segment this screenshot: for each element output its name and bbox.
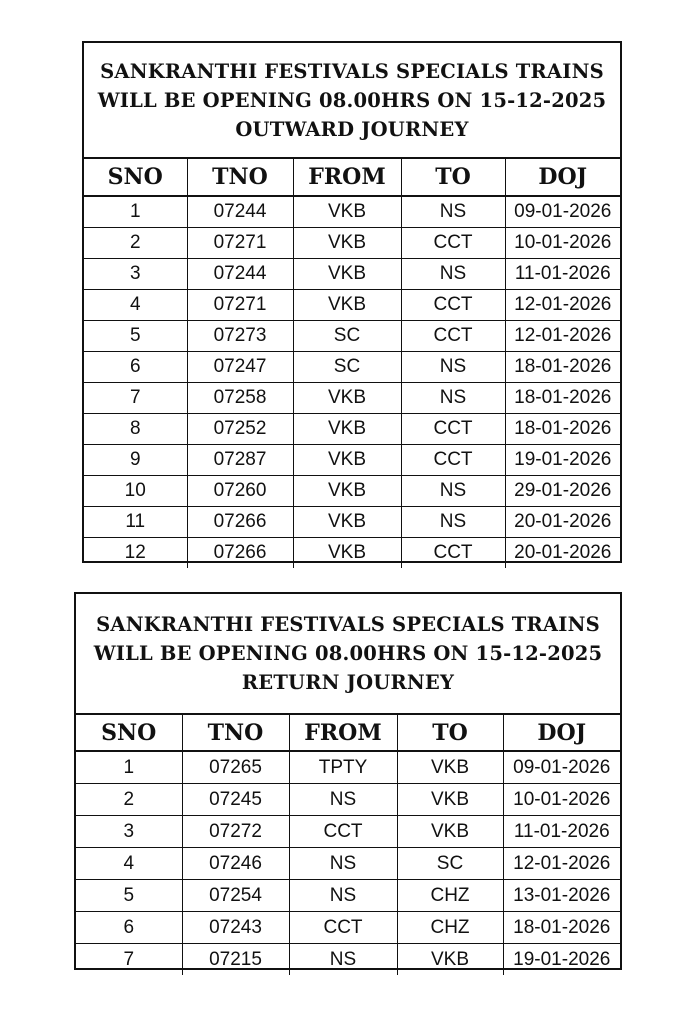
table-row	[84, 414, 620, 445]
sno-cell: 7	[84, 383, 187, 414]
sno-cell: 4	[84, 290, 187, 321]
to-cell: CCT	[401, 290, 505, 321]
outward-header-row	[84, 159, 620, 196]
to-cell: VKB	[397, 816, 503, 848]
tno-cell: 07244	[187, 259, 293, 290]
sno-cell: 2	[84, 228, 187, 259]
outward-journey-notice	[82, 41, 622, 563]
from-cell: NS	[289, 784, 397, 816]
table-row	[84, 196, 620, 228]
table-row	[76, 944, 620, 976]
doj-cell: 09-01-2026	[503, 751, 620, 784]
from-cell: VKB	[293, 383, 401, 414]
table-row	[84, 445, 620, 476]
sno-cell: 6	[84, 352, 187, 383]
tno-cell: 07245	[182, 784, 289, 816]
return-title-line-3: RETURN JOURNEY	[241, 671, 455, 694]
tno-cell: 07272	[182, 816, 289, 848]
doj-cell: 09-01-2026	[505, 196, 620, 228]
from-cell: VKB	[293, 228, 401, 259]
table-row	[84, 507, 620, 538]
from-cell: VKB	[293, 507, 401, 538]
from-cell: NS	[289, 848, 397, 880]
outward-title-line-1: SANKRANTHI FESTIVALS SPECIALS TRAINS	[100, 59, 604, 83]
to-cell: VKB	[397, 784, 503, 816]
sno-cell: 6	[76, 912, 182, 944]
from-cell: VKB	[293, 538, 401, 569]
sno-cell: 5	[76, 880, 182, 912]
return-header-row	[76, 715, 620, 751]
tno-cell: 07287	[187, 445, 293, 476]
from-cell: TPTY	[289, 751, 397, 784]
from-cell: SC	[293, 321, 401, 352]
outward-trains-table	[84, 159, 620, 568]
sno-cell: 5	[84, 321, 187, 352]
return-title-line-2: WILL BE OPENING 08.00HRS ON 15-12-2025	[93, 642, 603, 665]
table-row	[84, 476, 620, 507]
doj-cell: 18-01-2026	[505, 352, 620, 383]
to-cell: CCT	[401, 414, 505, 445]
column-header-from: FROM	[293, 159, 401, 196]
table-row	[84, 259, 620, 290]
sno-cell: 12	[84, 538, 187, 569]
to-cell: VKB	[397, 944, 503, 976]
return-table-body	[76, 751, 620, 975]
sno-cell: 11	[84, 507, 187, 538]
table-row	[76, 751, 620, 784]
sno-cell: 1	[84, 196, 187, 228]
sno-cell: 8	[84, 414, 187, 445]
sno-cell: 3	[84, 259, 187, 290]
table-row	[84, 352, 620, 383]
tno-cell: 07260	[187, 476, 293, 507]
to-cell: VKB	[397, 751, 503, 784]
return-journey-notice	[74, 592, 622, 970]
tno-cell: 07271	[187, 228, 293, 259]
sno-cell: 4	[76, 848, 182, 880]
column-header-to: TO	[401, 159, 505, 196]
from-cell: NS	[289, 880, 397, 912]
from-cell: VKB	[293, 476, 401, 507]
doj-cell: 12-01-2026	[505, 290, 620, 321]
doj-cell: 12-01-2026	[505, 321, 620, 352]
tno-cell: 07244	[187, 196, 293, 228]
doj-cell: 11-01-2026	[505, 259, 620, 290]
doj-cell: 18-01-2026	[503, 912, 620, 944]
tno-cell: 07271	[187, 290, 293, 321]
tno-cell: 07258	[187, 383, 293, 414]
to-cell: NS	[401, 352, 505, 383]
to-cell: CCT	[401, 538, 505, 569]
sno-cell: 9	[84, 445, 187, 476]
doj-cell: 10-01-2026	[505, 228, 620, 259]
tno-cell: 07243	[182, 912, 289, 944]
return-title-line-1: SANKRANTHI FESTIVALS SPECIALS TRAINS	[96, 613, 600, 636]
table-row	[84, 538, 620, 569]
doj-cell: 19-01-2026	[505, 445, 620, 476]
tno-cell: 07215	[182, 944, 289, 976]
table-row	[76, 912, 620, 944]
from-cell: CCT	[289, 912, 397, 944]
column-header-doj: DOJ	[503, 715, 620, 751]
column-header-tno: TNO	[187, 159, 293, 196]
outward-title-line-2: WILL BE OPENING 08.00HRS ON 15-12-2025	[97, 88, 607, 112]
to-cell: SC	[397, 848, 503, 880]
sno-cell: 10	[84, 476, 187, 507]
to-cell: CHZ	[397, 880, 503, 912]
sno-cell: 3	[76, 816, 182, 848]
doj-cell: 13-01-2026	[503, 880, 620, 912]
tno-cell: 07266	[187, 538, 293, 569]
to-cell: CCT	[401, 321, 505, 352]
to-cell: NS	[401, 507, 505, 538]
tno-cell: 07247	[187, 352, 293, 383]
to-cell: NS	[401, 383, 505, 414]
to-cell: NS	[401, 476, 505, 507]
table-row	[76, 880, 620, 912]
column-header-doj: DOJ	[505, 159, 620, 196]
tno-cell: 07266	[187, 507, 293, 538]
table-row	[76, 784, 620, 816]
from-cell: NS	[289, 944, 397, 976]
doj-cell: 19-01-2026	[503, 944, 620, 976]
tno-cell: 07265	[182, 751, 289, 784]
table-row	[84, 228, 620, 259]
doj-cell: 18-01-2026	[505, 383, 620, 414]
column-header-from: FROM	[289, 715, 397, 751]
doj-cell: 29-01-2026	[505, 476, 620, 507]
doj-cell: 11-01-2026	[503, 816, 620, 848]
table-row	[84, 290, 620, 321]
table-row	[84, 321, 620, 352]
doj-cell: 18-01-2026	[505, 414, 620, 445]
doj-cell: 10-01-2026	[503, 784, 620, 816]
from-cell: VKB	[293, 196, 401, 228]
tno-cell: 07246	[182, 848, 289, 880]
to-cell: CCT	[401, 228, 505, 259]
outward-title-line-3: OUTWARD JOURNEY	[235, 117, 469, 141]
from-cell: CCT	[289, 816, 397, 848]
to-cell: NS	[401, 196, 505, 228]
doj-cell: 20-01-2026	[505, 507, 620, 538]
from-cell: VKB	[293, 414, 401, 445]
column-header-to: TO	[397, 715, 503, 751]
doj-cell: 20-01-2026	[505, 538, 620, 569]
return-trains-table	[76, 715, 620, 975]
to-cell: CHZ	[397, 912, 503, 944]
from-cell: VKB	[293, 290, 401, 321]
sno-cell: 2	[76, 784, 182, 816]
return-notice-header	[76, 594, 620, 715]
from-cell: VKB	[293, 259, 401, 290]
doj-cell: 12-01-2026	[503, 848, 620, 880]
to-cell: CCT	[401, 445, 505, 476]
column-header-tno: TNO	[182, 715, 289, 751]
tno-cell: 07254	[182, 880, 289, 912]
sno-cell: 7	[76, 944, 182, 976]
tno-cell: 07252	[187, 414, 293, 445]
column-header-sno: SNO	[76, 715, 182, 751]
tno-cell: 07273	[187, 321, 293, 352]
table-row	[76, 816, 620, 848]
outward-notice-header	[84, 43, 620, 159]
to-cell: NS	[401, 259, 505, 290]
table-row	[84, 383, 620, 414]
column-header-sno: SNO	[84, 159, 187, 196]
table-row	[76, 848, 620, 880]
sno-cell: 1	[76, 751, 182, 784]
outward-table-body	[84, 196, 620, 568]
from-cell: VKB	[293, 445, 401, 476]
from-cell: SC	[293, 352, 401, 383]
